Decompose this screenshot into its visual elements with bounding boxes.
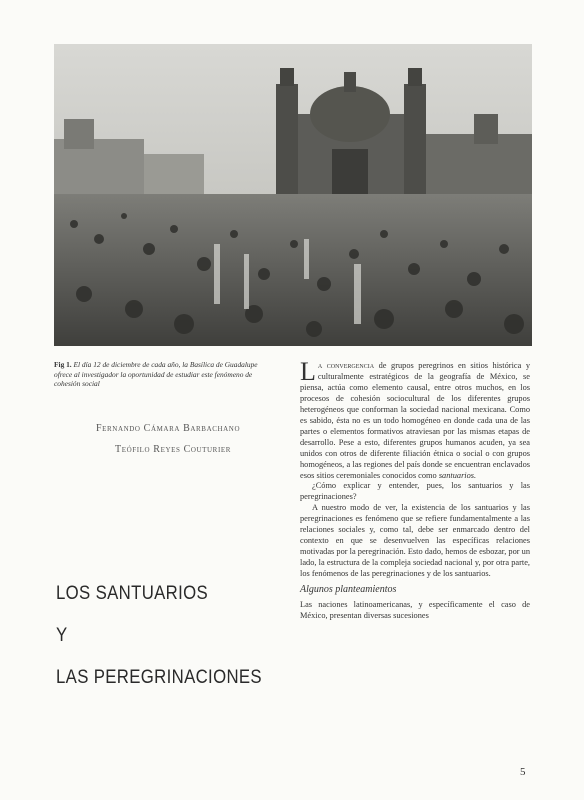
article-body (300, 357, 530, 622)
paragraph-1-smallcaps: a convergencia (317, 361, 375, 370)
title-line-1: LOS SANTUARIOS (56, 582, 209, 604)
paragraph-1-italic: santuarios. (438, 470, 477, 480)
figure-caption (54, 360, 268, 389)
author-1: Fernando Cámara Barbachano (96, 423, 241, 434)
title-line-3: LAS PEREGRINACIONES (56, 666, 262, 688)
basilica-crowd-photo (54, 44, 532, 346)
paragraph-1 (300, 357, 530, 481)
paragraph-3: A nuestro modo de ver, la existencia de los santuarios y las peregrinaciones es fenómeno que se refiere fundamentalmente a las relaciones sociales y, como tal, debe ser enmarcado dentro del contexto en que se desenvuelven las específicas relaciones motivadas por la peregrinación. Esto dado, hemos de esbozar, por un lado, la estructura de la compleja sociedad nacional y, por otra parte, los fenómenos de las peregrinaciones y de los santuarios. (300, 503, 530, 579)
paragraph-2: ¿Cómo explicar y entender, pues, los santuarios y las peregrinaciones? (300, 481, 530, 502)
paragraph-4: Las naciones latinoamericanas, y específicamente el caso de México, presentan diversas sucesiones (300, 600, 530, 620)
drop-cap: L (300, 357, 316, 386)
section-subheading: Algunos planteamientos (300, 584, 397, 596)
author-2: Teófilo Reyes Couturier (115, 444, 232, 455)
caption-text: El día 12 de diciembre de cada año, la Basílica de Guadalupe ofrece al investigador la oportunidad de estudiar este fenómeno de cohesión social (54, 360, 258, 389)
paragraph-1-text: de grupos peregrinos en sitios histórica y culturalmente estratégicos de la geografía de México, se piensa, actúa como elemento causal, entre otros muchos, en los procesos de cohesión sociocultural de los diferentes grupos heterogéneos que conforman la sociedad nacional mexicana. Como es sabido, ésta no es un todo homogéneo en donde cada una de las partes o elementos formativos atraviesan por las mismas etapas de desarrollo. Pese a esto, diferentes grupos humanos acuden, ya sea unidos con otros de diferente filiación étnica o social o con grupos homogéneos, a las regiones del país donde se encuentran enclavados esos sitios ceremoniales conocidos como (300, 361, 530, 480)
page-number: 5 (520, 766, 526, 778)
title-line-2: Y (56, 624, 68, 646)
caption-lead: Fig 1. (54, 360, 72, 369)
crowd-photo-icon (54, 44, 532, 346)
